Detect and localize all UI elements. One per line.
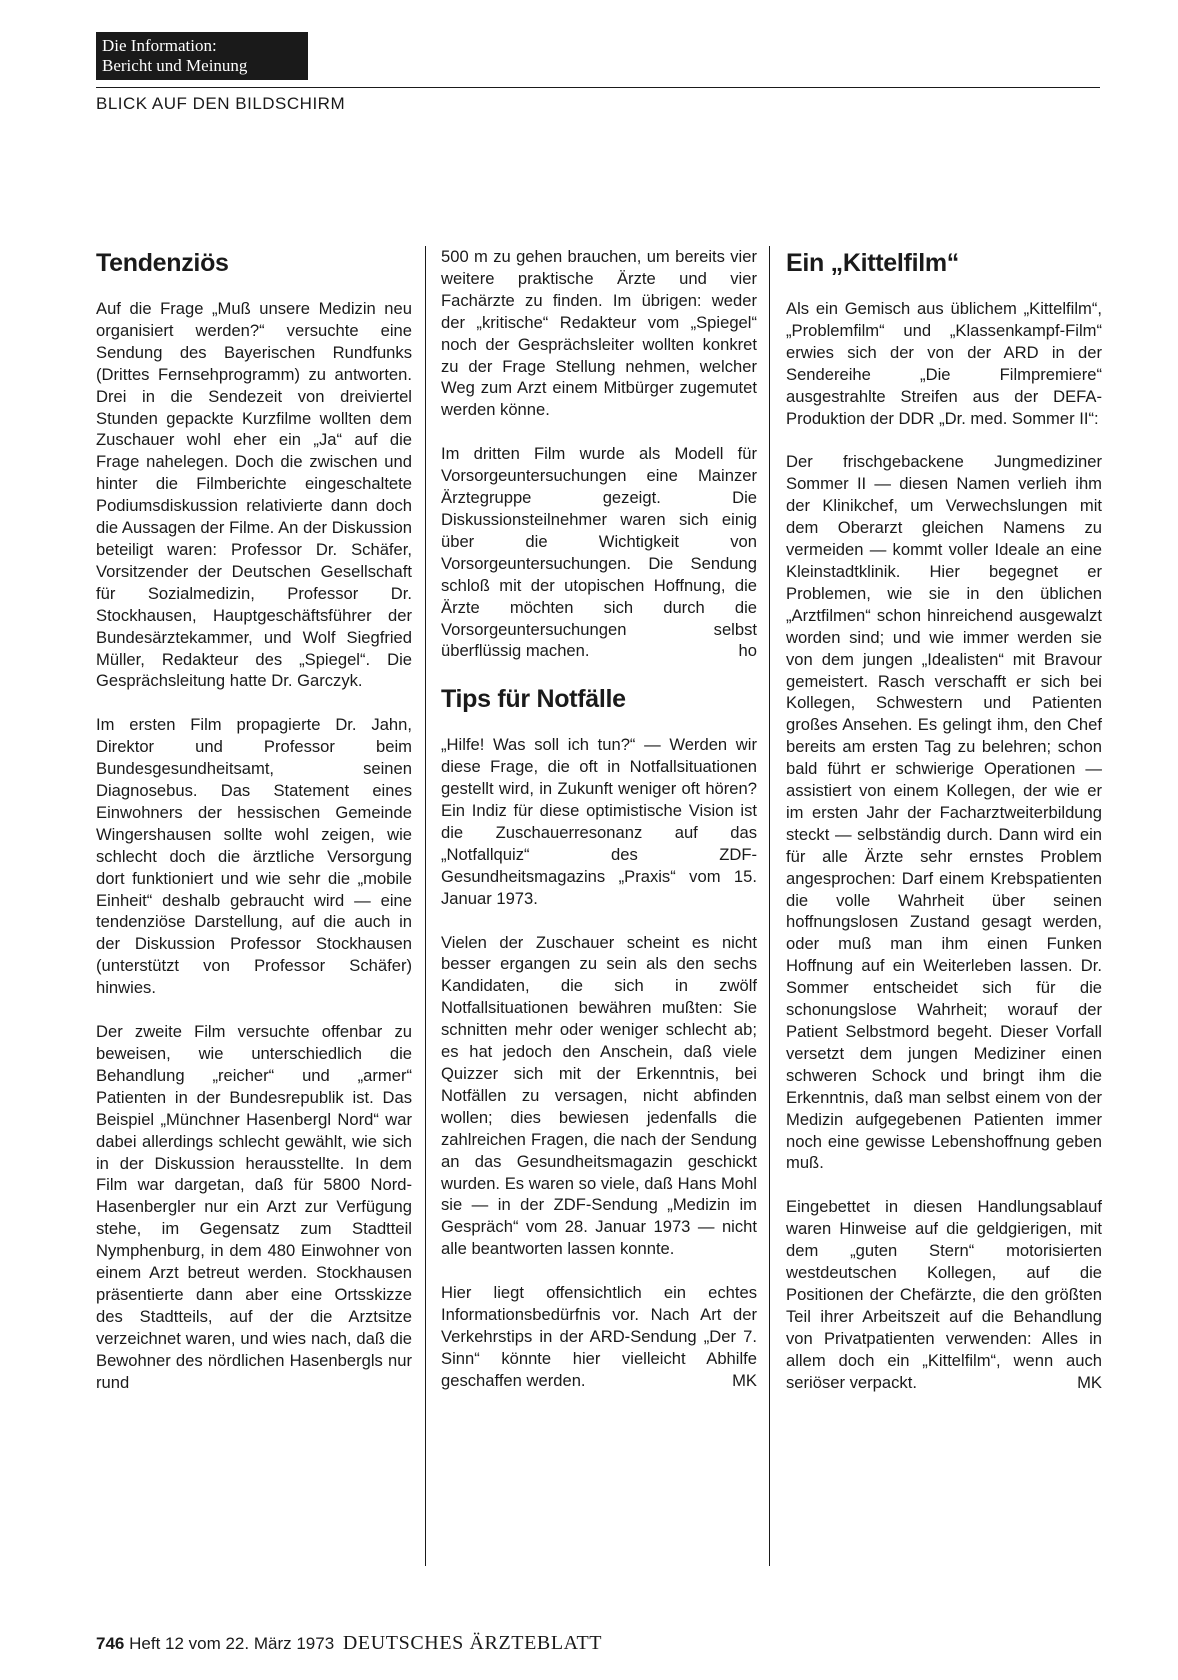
article-paragraph-text: Im dritten Film wurde als Modell für Vorsorgeuntersuchungen eine Mainzer Ärztegruppe gezeigt. Die Diskussionsteilnehmer waren sich einig über die Wichtigkeit von Vorsorgeuntersuchungen. Die Sendung schloß mit der utopischen Hoffnung, die Ärzte möchten sich durch die Vorsorgeuntersuchungen selbst überflüssig machen. <box>441 444 757 661</box>
page-number: 746 <box>96 1634 125 1653</box>
issue-info: Heft 12 vom 22. März 1973 <box>129 1634 335 1653</box>
article-paragraph: Als ein Gemisch aus üblichem „Kittelfilm“, „Problemfilm“ und „Klassenkampf-Film“ erwies sich der von der ARD in der Sendereihe „Die Filmpremiere“ ausgestrahlte Streifen aus der DEFA-Produktion der DDR „Dr. med. Sommer II“: <box>786 299 1102 428</box>
department-label-line2: Bericht und Meinung <box>102 56 248 75</box>
article-paragraph: 500 m zu gehen brauchen, um bereits vier weitere praktische Ärzte und vier Fachärzte zu finden. Im übrigen: weder der „kritische“ Redakteur vom „Spiegel“ noch der Gesprächsleiter wollten konkret zu der Frage Stellung nehmen, welcher Weg zum Arzt einem Mitbürger zugemutet werden könne. <box>441 247 757 420</box>
author-signature: MK <box>1077 1372 1102 1392</box>
article-title-tendenzioes: Tendenziös <box>96 249 229 277</box>
author-signature: ho <box>738 641 757 661</box>
department-label <box>96 32 308 80</box>
article-title-kittelfilm: Ein „Kittelfilm“ <box>786 249 959 277</box>
author-signature: MK <box>732 1370 757 1390</box>
column-2 <box>441 246 757 1414</box>
article-paragraph-text: Eingebettet in diesen Handlungsablauf waren Hinweise auf die geldgierigen, mit dem „guten Stern“ motorisierten westdeutschen Kollegen, auf die Positionen der Chefärzte, die den größten Teil ihrer Arbeitszeit auf die Behandlung von Privatpatienten verwenden: Alles in allem doch ein „Kittelfilm“, wenn auch seriöser verpackt. <box>786 1197 1102 1392</box>
column-3 <box>786 246 1102 1416</box>
article-paragraph-with-signature <box>441 443 757 662</box>
article-paragraph: Der frischgebackene Jungmediziner Sommer II — diesen Namen verlieh ihm der Klinikchef, um Verwechslungen mit dem Oberarzt gleichen Namens zu vermeiden — kommt voller Ideale an eine Kleinstadtklinik. Hier begegnet er Problemen, wie sie in den üblichen „Arztfilmen“ schon hinreichend ausgewalzt worden sind; und wie immer werden sie von dem jungen „Idealisten“ mit Bravour gemeistert. Rasch verschafft er sich bei Kollegen, Schwestern und Patienten großes Ansehen. Es gelingt ihm, den Chef bereits am ersten Tag zu belehren; schon bald führt er schwierige Operationen — assistiert von einem Kollegen, der wie er im ersten Jahr der Facharztweiterbildung steckt — selbständig durch. Dann wird ein für alle Ärzte sehr ernstes Problem angesprochen: Darf einem Krebspatienten die volle Wahrheit über seinen hoffnungslosen Zustand gesagt werden, oder muß man ihm einen Funken Hoffnung auf ein Weiterleben lassen. Dr. Sommer entscheidet sich für die schonungslose Wahrheit; worauf der Patient Selbstmord begeht. Dieser Vorfall versetzt dem jungen Mediziner einen schweren Schock und bringt ihm die Erkenntnis, daß man selbst einem von der Medizin aufgegebenen Patienten immer noch eine gewisse Lebenshoffnung geben muß. <box>786 452 1102 1173</box>
header-rule <box>96 87 1100 88</box>
article-paragraph: Im ersten Film propagierte Dr. Jahn, Direktor und Professor beim Bundesgesundheitsamt, seinen Diagnosebus. Das Statement eines Einwohners der hessischen Gemeinde Wingershausen sollte wohl zeigen, wie schlecht doch die ärztliche Versorgung dort funktioniert und wie sehr die „mobile Einheit“ deshalb gebraucht wird — eine tendenziöse Darstellung, auf die auch in der Diskussion Professor Stockhausen (unterstützt von Professor Schäfer) hinwies. <box>96 715 412 998</box>
column-1 <box>96 246 412 1416</box>
article-paragraph-with-signature <box>786 1196 1102 1393</box>
article-paragraph: Auf die Frage „Muß unsere Medizin neu organisiert werden?“ versuchte eine Sendung des Bayerischen Rundfunks (Drittes Fernsehprogramm) zu antworten. Drei in die Sendezeit von dreiviertel Stunden gepackte Kurzfilme wollten dem Zuschauer wohl eher ein „Ja“ auf die Frage nahelegen. Doch die zwischen und hinter die Filmberichte eingeschaltete Podiumsdiskussion relativierte dann doch die Aussagen der Filme. An der Diskussion beteiligt waren: Professor Dr. Schäfer, Vorsitzender der Deutschen Gesellschaft für Sozialmedizin, Professor Dr. Stockhausen, Hauptgeschäftsführer der Bundesärztekammer, und Wolf Siegfried Müller, Redakteur des „Spiegel“. Die Gesprächsleitung hatte Dr. Garczyk. <box>96 299 412 691</box>
article-title-tips-fuer-notfaelle: Tips für Notfälle <box>441 685 626 714</box>
article-paragraph-with-signature <box>441 1282 757 1392</box>
page-footer <box>96 1632 602 1655</box>
department-label-line1: Die Information: <box>102 36 217 55</box>
article-paragraph: „Hilfe! Was soll ich tun?“ — Werden wir diese Frage, die oft in Notfallsituationen gestellt wird, in Zukunft weniger oft hören? Ein Indiz für diese optimistische Vision ist die Zuschauerresonanz auf das „Notfallquiz“ des ZDF-Gesundheitsmagazins „Praxis“ vom 15. Januar 1973. <box>441 735 757 908</box>
article-paragraph: Vielen der Zuschauer scheint es nicht besser ergangen zu sein als den sechs Kandidaten, die sich in zwölf Notfallsituationen bewähren mußten: Sie schnitten mehr oder weniger schlecht ab; es hat jedoch den Anschein, daß viele Quizzer sich mit der Erkenntnis, bei Notfällen zu versagen, nicht abfinden wollen; dies bewiesen jedenfalls die zahlreichen Fragen, die nach der Sendung an das Gesundheitsmagazin geschickt wurden. Es waren so viele, daß Hans Mohl sie — in der ZDF-Sendung „Medizin im Gespräch“ vom 28. Januar 1973 — nicht alle beantworten lassen konnte. <box>441 932 757 1259</box>
column-divider-1 <box>425 246 426 1566</box>
article-paragraph: Der zweite Film versuchte offenbar zu beweisen, wie unterschiedlich die Behandlung „reicher“ und „armer“ Patienten in der Bundesrepublik ist. Das Beispiel „Münchner Hasenbergl Nord“ war dabei allerdings schlecht gewählt, wie sich in der Diskussion herausstellte. In dem Film war dargetan, daß für 5800 Nord-Hasenbergler nur ein Arzt zur Verfügung stehe, im Gegensatz zum Stadtteil Nymphenburg, in dem 480 Einwohner von einem Arzt betreut werden. Stockhausen präsentierte dann aber eine Ortsskizze des Stadtteils, auf der die Arztsitze verzeichnet waren, und wies nach, daß die Bewohner des nördlichen Hasenbergls nur rund <box>96 1022 412 1392</box>
article-paragraph-text: Hier liegt offensichtlich ein echtes Informationsbedürfnis vor. Nach Art der Verkehrstips in der ARD-Sendung „Der 7. Sinn“ könnte hier vielleicht Abhilfe geschaffen werden. <box>441 1283 757 1390</box>
journal-name: DEUTSCHES ÄRZTEBLATT <box>342 1632 603 1654</box>
section-title: BLICK AUF DEN BILDSCHIRM <box>96 94 346 113</box>
column-divider-2 <box>769 246 770 1566</box>
